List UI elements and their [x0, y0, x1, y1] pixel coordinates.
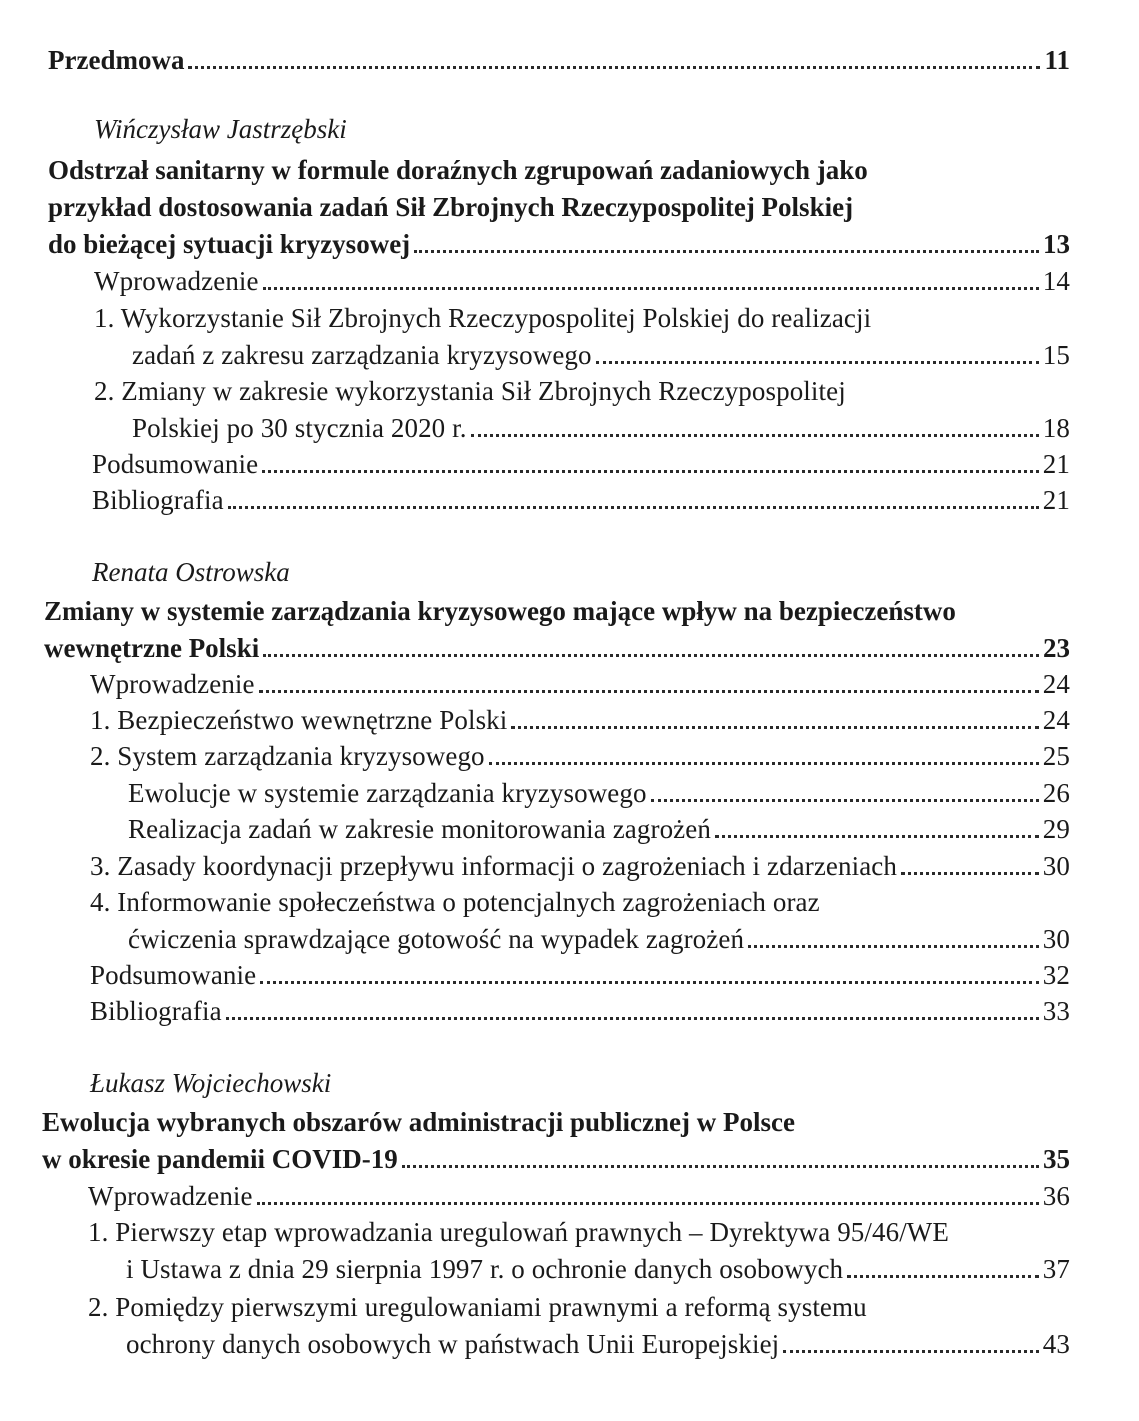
toc-entry-title: Podsumowanie: [90, 960, 257, 990]
toc-entry-title: Bibliografia: [90, 996, 222, 1026]
page-number: 43: [1042, 1329, 1070, 1359]
dot-leader: [263, 287, 1039, 290]
dot-leader: [489, 762, 1039, 765]
toc-entry-title: Realizacja zadań w zakresie monitorowania zagrożeń: [128, 814, 711, 844]
page-number: 32: [1042, 960, 1070, 990]
toc-entry: [90, 667, 1070, 701]
page-number: 36: [1042, 1181, 1070, 1211]
toc-entry-title: Wprowadzenie: [94, 266, 259, 296]
toc-entry: [128, 812, 1070, 846]
chapter-title-line: przykład dostosowania zadań Sił Zbrojnych Rzeczypospolitej Polskiej: [48, 192, 854, 222]
toc-entry-title-cont: ochrony danych osobowych w państwach Unii Europejskiej: [126, 1329, 780, 1359]
dot-leader: [262, 470, 1039, 473]
page-number: 11: [1044, 45, 1070, 75]
page-number: 23: [1043, 633, 1070, 663]
dot-leader: [901, 872, 1039, 875]
page-number: 15: [1042, 340, 1070, 370]
toc-entry-title: Bibliografia: [92, 485, 224, 515]
toc-entry: [132, 338, 1070, 372]
toc-entry: [90, 703, 1070, 737]
dot-leader: [414, 250, 1039, 253]
dot-leader: [228, 506, 1039, 509]
chapter-title-last-line: [42, 1142, 1070, 1176]
toc-entry: [90, 739, 1070, 773]
page-number: 37: [1042, 1254, 1070, 1284]
dot-leader: [596, 361, 1039, 364]
toc-entry-title: Wprowadzenie: [88, 1181, 253, 1211]
chapter-title-last-line: [44, 631, 1070, 665]
dot-leader: [260, 981, 1039, 984]
toc-entry: [126, 1327, 1070, 1361]
toc-entry: [94, 264, 1070, 298]
toc-entry-title: 1. Pierwszy etap wprowadzania uregulowań prawnych – Dyrektywa 95/46/WE: [88, 1217, 949, 1247]
toc-entry-title: Podsumowanie: [92, 449, 259, 479]
toc-entry: [90, 994, 1070, 1028]
page-number: 25: [1042, 741, 1070, 771]
chapter-author: Łukasz Wojciechowski: [90, 1068, 332, 1098]
toc-entry-title: 2. Pomiędzy pierwszymi uregulowaniami prawnymi a reformą systemu: [88, 1292, 867, 1322]
toc-entry: [88, 1179, 1070, 1213]
dot-leader: [263, 654, 1039, 657]
toc-entry-title: Wprowadzenie: [90, 669, 255, 699]
dot-leader: [226, 1017, 1039, 1020]
toc-entry-title-cont: i Ustawa z dnia 29 sierpnia 1997 r. o ochronie danych osobowych: [126, 1254, 844, 1284]
dot-leader: [748, 945, 1039, 948]
page-number: 21: [1042, 485, 1070, 515]
chapter-author: Wińczysław Jastrzębski: [94, 114, 347, 144]
toc-entry-title: Przedmowa: [48, 45, 185, 75]
dot-leader: [188, 66, 1040, 69]
toc-entry-title: 3. Zasady koordynacji przepływu informacji o zagrożeniach i zdarzeniach: [90, 851, 897, 881]
page-number: 13: [1043, 229, 1070, 259]
page-number: 14: [1042, 266, 1070, 296]
toc-entry-title: 4. Informowanie społeczeństwa o potencjalnych zagrożeniach oraz: [90, 887, 820, 917]
toc-entry: [92, 447, 1070, 481]
toc-entry: [126, 1252, 1070, 1286]
toc-entry-title-cont: zadań z zakresu zarządzania kryzysowego: [132, 340, 592, 370]
toc-entry-title: 1. Wykorzystanie Sił Zbrojnych Rzeczypospolitej Polskiej do realizacji: [94, 303, 872, 333]
chapter-title-line: Odstrzał sanitarny w formule doraźnych zgrupowań zadaniowych jako: [48, 155, 868, 185]
toc-entry: [90, 958, 1070, 992]
chapter-title-line: w okresie pandemii COVID-19: [42, 1144, 398, 1174]
page-number: 24: [1042, 705, 1070, 735]
dot-leader: [715, 835, 1039, 838]
toc-entry-title-cont: ćwiczenia sprawdzające gotowość na wypadek zagrożeń: [128, 924, 745, 954]
toc-entry-title: Ewolucje w systemie zarządzania kryzysowego: [128, 778, 647, 808]
dot-leader: [259, 690, 1039, 693]
toc-entry-title: 1. Bezpieczeństwo wewnętrzne Polski: [90, 705, 508, 735]
chapter-title-line: do bieżącej sytuacji kryzysowej: [48, 229, 411, 259]
dot-leader: [847, 1275, 1039, 1278]
page-number: 35: [1043, 1144, 1070, 1174]
page-number: 26: [1042, 778, 1070, 808]
page-number: 24: [1042, 669, 1070, 699]
toc-entry: [90, 849, 1070, 883]
chapter-title-line: Zmiany w systemie zarządzania kryzysowego mające wpływ na bezpieczeństwo: [44, 596, 956, 626]
page-number: 18: [1042, 413, 1070, 443]
dot-leader: [511, 726, 1038, 729]
page-number: 29: [1042, 814, 1070, 844]
toc-entry-title: 2. Zmiany w zakresie wykorzystania Sił Zbrojnych Rzeczypospolitej: [94, 376, 846, 406]
dot-leader: [257, 1202, 1039, 1205]
toc-entry: [128, 922, 1070, 956]
dot-leader: [783, 1350, 1039, 1353]
page-number: 21: [1042, 449, 1070, 479]
page-number: 30: [1042, 924, 1070, 954]
chapter-title-last-line: [48, 227, 1070, 261]
toc-entry: [92, 483, 1070, 517]
dot-leader: [651, 799, 1039, 802]
toc-entry-title-cont: Polskiej po 30 stycznia 2020 r.: [132, 413, 467, 443]
chapter-title-line: Ewolucja wybranych obszarów administracji publicznej w Polsce: [42, 1107, 795, 1137]
page-number: 30: [1042, 851, 1070, 881]
chapter-author: Renata Ostrowska: [92, 557, 290, 587]
toc-entry-preface: [48, 43, 1070, 77]
page-number: 33: [1042, 996, 1070, 1026]
dot-leader: [471, 434, 1039, 437]
chapter-title-line: wewnętrzne Polski: [44, 633, 260, 663]
toc-entry-title: 2. System zarządzania kryzysowego: [90, 741, 485, 771]
toc-entry: [128, 776, 1070, 810]
toc-entry: [132, 411, 1070, 445]
dot-leader: [402, 1165, 1039, 1168]
